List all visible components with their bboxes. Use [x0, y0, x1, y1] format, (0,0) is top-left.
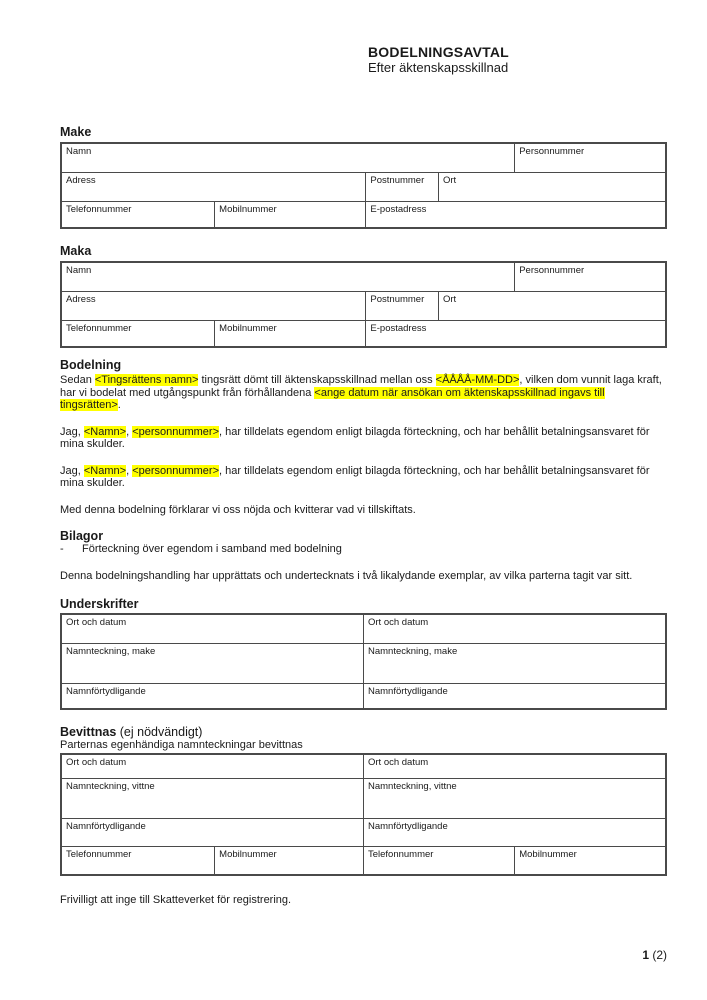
bodelning-paragraph-3: [60, 465, 667, 490]
text-segment: .: [117, 399, 121, 411]
bodelning-paragraph-4: Med denna bodelning förklarar vi oss nöjda och kvitterar vad vi tillskiftats.: [60, 503, 416, 516]
table-row: [61, 320, 666, 347]
field-maka-epostadress: E-postadress: [366, 320, 666, 347]
field-make-postnummer: Postnummer: [366, 172, 439, 201]
page-subtitle: Efter äktenskapsskillnad: [368, 60, 509, 75]
table-row: [61, 262, 666, 291]
bodelning-paragraph-2: [60, 426, 667, 451]
field-witness-left-namnteckning: Namnteckning, vittne: [61, 779, 363, 819]
field-sign-left-namnfortydligande: Namnförtydligande: [61, 684, 364, 709]
table-row: [61, 779, 666, 819]
section-heading-bevittnas: [60, 725, 667, 739]
signatures-table: [60, 613, 667, 710]
field-make-personnummer: Personnummer: [515, 143, 666, 172]
field-make-mobilnummer: Mobilnummer: [215, 201, 366, 228]
field-sign-left-namnteckning: Namnteckning, make: [61, 644, 364, 684]
title-block: [368, 0, 667, 75]
field-witness-left-namnfortydligande: Namnförtydligande: [61, 819, 363, 847]
field-maka-ort: Ort: [439, 291, 667, 320]
placeholder-namn-2: <Namn>: [83, 464, 127, 477]
text-segment: , vilken dom vunnit laga kraft, har vi bodelat med utgångspunkt från förhållandena: [60, 374, 662, 399]
field-make-adress: Adress: [61, 172, 366, 201]
skatteverket-note: Frivilligt att inge till Skatteverket för registrering.: [60, 893, 292, 906]
table-row: [61, 847, 666, 875]
bevittnas-subtitle: Parternas egenhändiga namnteckningar bevittnas: [60, 738, 303, 751]
table-row: [61, 143, 666, 172]
section-heading-underskrifter: Underskrifter: [60, 596, 139, 611]
copies-note: Denna bodelningshandling har upprättats och undertecknats i två likalydande exemplar, av vilka parterna tagit var sitt.: [60, 570, 633, 582]
bevittnas-heading-bold: Bevittnas: [60, 724, 117, 739]
field-witness-right-namnteckning: Namnteckning, vittne: [363, 779, 666, 819]
table-row: [61, 644, 666, 684]
field-witness-right-ort-och-datum: Ort och datum: [363, 754, 666, 779]
field-maka-postnummer: Postnummer: [366, 291, 439, 320]
field-sign-right-namnteckning: Namnteckning, make: [364, 644, 667, 684]
field-sign-left-ort-och-datum: Ort och datum: [61, 614, 364, 644]
maka-table: [60, 261, 667, 348]
page-title: BODELNINGSAVTAL: [368, 44, 509, 60]
field-maka-mobilnummer: Mobilnummer: [215, 320, 366, 347]
field-witness-right-namnfortydligande: Namnförtydligande: [363, 819, 666, 847]
placeholder-ansokan-datum: <ange datum när ansökan om äktenskapsskillnad ingavs till tingsrätten>: [60, 386, 605, 411]
table-row: [61, 172, 666, 201]
field-maka-telefonnummer: Telefonnummer: [61, 320, 215, 347]
placeholder-namn-1: <Namn>: [83, 425, 127, 438]
field-witness-left-mobilnummer: Mobilnummer: [215, 847, 364, 875]
placeholder-dom-datum: <ÅÅÅÅ-MM-DD>: [435, 374, 520, 386]
table-row: [61, 754, 666, 779]
table-row: [61, 291, 666, 320]
list-item-text: Förteckning över egendom i samband med bodelning: [82, 543, 342, 555]
witnesses-table: [60, 753, 667, 876]
field-witness-left-telefonnummer: Telefonnummer: [61, 847, 215, 875]
make-table: [60, 142, 667, 229]
placeholder-personnummer-1: <personnummer>: [132, 425, 220, 438]
page-number-total: (2): [649, 948, 667, 962]
section-heading-maka: Maka: [60, 244, 92, 258]
text-segment: ,: [126, 425, 133, 438]
section-heading-bilagor: Bilagor: [60, 529, 104, 543]
field-make-namn: Namn: [61, 143, 515, 172]
field-sign-right-namnfortydligande: Namnförtydligande: [364, 684, 667, 709]
field-witness-right-mobilnummer: Mobilnummer: [515, 847, 666, 875]
bevittnas-heading-suffix: (ej nödvändigt): [116, 724, 203, 739]
placeholder-personnummer-2: <personnummer>: [132, 464, 220, 477]
field-witness-right-telefonnummer: Telefonnummer: [363, 847, 514, 875]
text-segment: , har tilldelats egendom enligt bilagda förteckning, och har behållit betalningsansvaret för mina skulder.: [60, 425, 650, 450]
text-segment: Jag,: [60, 425, 84, 438]
field-make-telefonnummer: Telefonnummer: [61, 201, 215, 228]
field-maka-personnummer: Personnummer: [515, 262, 666, 291]
text-segment: Jag,: [60, 464, 84, 477]
text-segment: tingsrätt dömt till äktenskapsskillnad mellan oss: [198, 374, 436, 386]
page-number: [642, 948, 667, 962]
text-segment: , har tilldelats egendom enligt bilagda förteckning, och har behållit betalningsansvaret för mina skulder.: [60, 464, 650, 489]
table-row: [61, 201, 666, 228]
text-segment: ,: [126, 464, 133, 477]
list-bullet: -: [60, 543, 64, 555]
field-witness-left-ort-och-datum: Ort och datum: [61, 754, 363, 779]
section-heading-make: Make: [60, 125, 92, 139]
field-maka-namn: Namn: [61, 262, 515, 291]
field-sign-right-ort-och-datum: Ort och datum: [364, 614, 667, 644]
table-row: [61, 614, 666, 644]
field-maka-adress: Adress: [61, 291, 366, 320]
field-make-ort: Ort: [439, 172, 667, 201]
page-number-current: 1: [642, 948, 649, 962]
field-make-epostadress: E-postadress: [366, 201, 666, 228]
bodelning-paragraph-1: [60, 374, 667, 412]
placeholder-tingsratt-namn: <Tingsrättens namn>: [94, 374, 199, 386]
section-heading-bodelning: Bodelning: [60, 358, 122, 372]
text-segment: Sedan: [60, 374, 95, 386]
table-row: [61, 819, 666, 847]
table-row: [61, 684, 666, 709]
list-item: [60, 543, 667, 556]
